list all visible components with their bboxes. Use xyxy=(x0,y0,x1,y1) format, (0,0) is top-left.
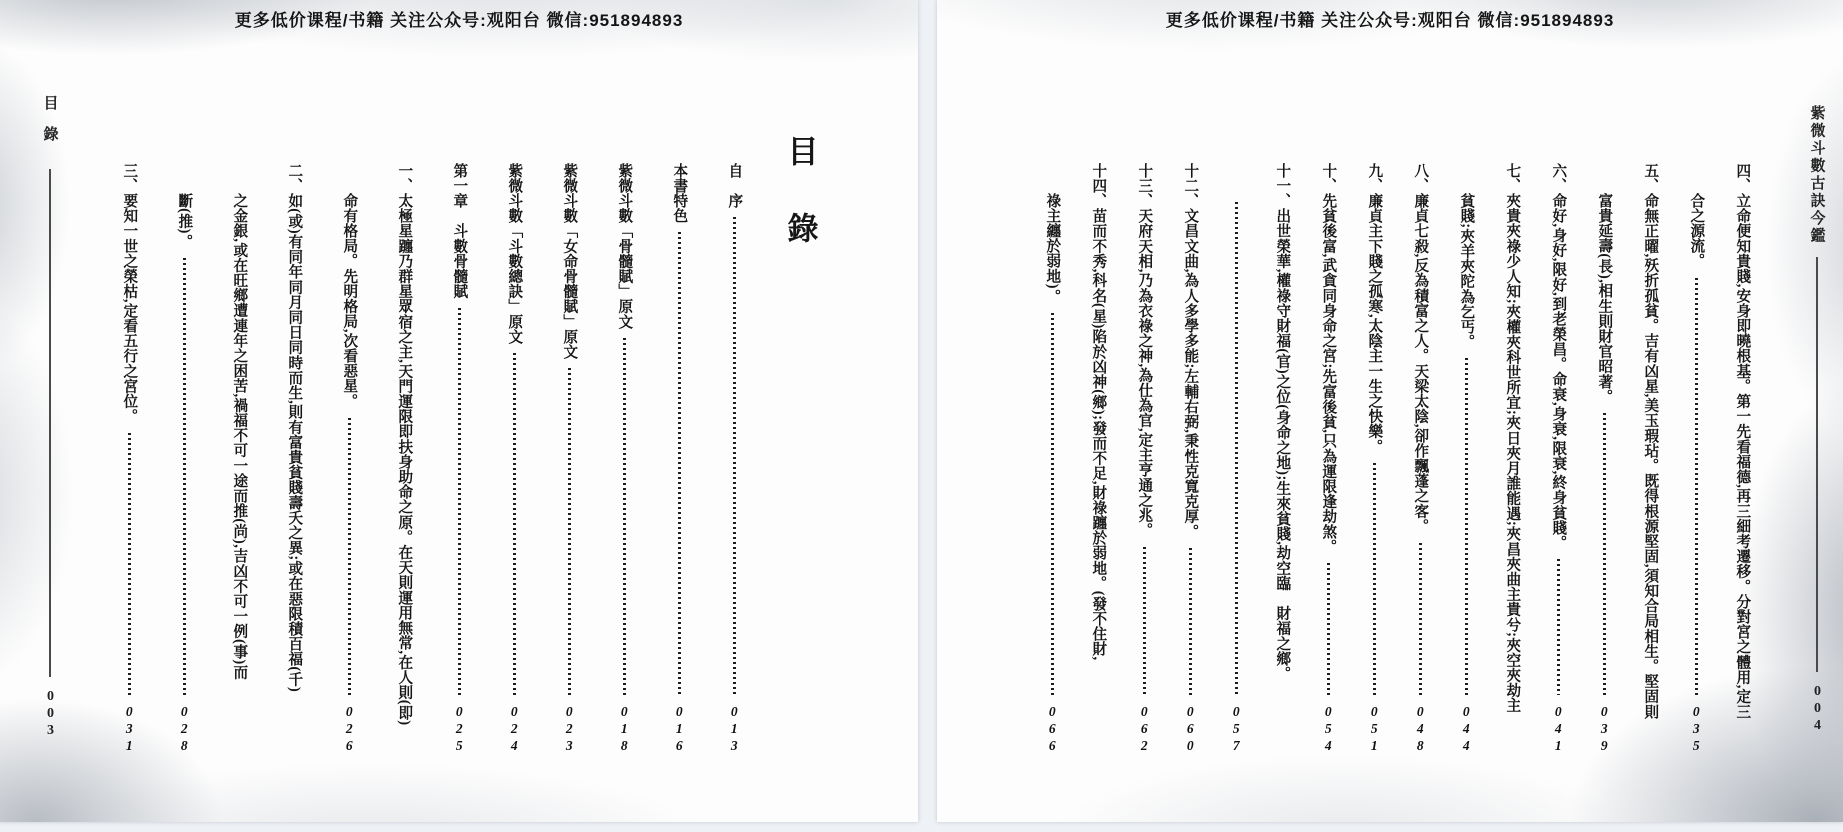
promo-header: 更多低价课程/书籍 关注公众号:观阳台 微信:951894893 xyxy=(1165,11,1615,30)
toc-column xyxy=(1363,163,1385,755)
dotted-leader xyxy=(1695,278,1698,696)
toc-text: 二、如(或)有同年同月同日同時而生,則有富貴貧賤壽夭之異;或在惡限積百福(千) xyxy=(286,163,303,693)
toc-column xyxy=(447,163,471,755)
toc-column xyxy=(1639,163,1661,755)
toc-page-number: 062 xyxy=(1136,704,1152,755)
toc-column xyxy=(1455,163,1477,755)
toc-text: 五、命無正曜,殀折孤貧。吉有凶星,美玉瑕玷。既得根源堅固,須知合局相生。堅固則 xyxy=(1642,163,1659,720)
toc-page-number: 031 xyxy=(121,704,137,755)
toc-page-number: 026 xyxy=(341,704,357,755)
toc-page-number: 018 xyxy=(616,704,632,755)
toc-text: 紫微斗數「女命骨髓賦」原文 xyxy=(561,163,578,360)
toc-text: 十一、出世榮華,權祿守財福(官)之位(身命之地);生來貧賤,劫空臨 財福之鄉。 xyxy=(1274,163,1291,682)
toc-text: 十四、苗而不秀,科名(星)陷於凶神(鄉);發而不足,財祿躔於弱地。(發不住財, xyxy=(1090,163,1107,661)
dotted-leader xyxy=(1235,202,1238,695)
toc-page-number: 048 xyxy=(1412,704,1428,755)
toc-page-number: 025 xyxy=(451,704,467,755)
toc-column xyxy=(1133,163,1155,755)
toc-column xyxy=(1593,163,1615,755)
toc-column xyxy=(337,163,361,755)
toc-page-number: 044 xyxy=(1458,704,1474,755)
dotted-leader xyxy=(1419,543,1422,695)
toc-page-number: 066 xyxy=(1044,704,1060,755)
toc-text: 八、廉貞七殺,反為積富之人。天梁太陰,卻作飄蓬之客。 xyxy=(1412,163,1429,534)
toc-page-number: 028 xyxy=(176,704,192,755)
toc-column xyxy=(722,163,746,755)
toc-column xyxy=(392,163,416,755)
toc-title xyxy=(777,135,823,727)
toc-column xyxy=(502,163,526,755)
dotted-leader xyxy=(348,418,351,695)
toc-page-number: 024 xyxy=(506,704,522,755)
toc-page-number: 016 xyxy=(671,704,687,755)
book-page-left xyxy=(0,0,918,822)
toc-column xyxy=(1317,163,1339,755)
toc-column xyxy=(117,163,141,755)
dotted-leader xyxy=(568,368,571,695)
toc-text: 九、廉貞主下賤之孤寒,太陰主一生之快樂。 xyxy=(1366,163,1383,455)
dotted-leader xyxy=(1373,463,1376,695)
toc-page-number: 060 xyxy=(1182,704,1198,755)
toc-text: 紫微斗數「骨髓賦」原文 xyxy=(616,163,633,330)
toc-text: 斷(推)。 xyxy=(176,193,193,250)
toc-text: 之金銀,或在旺鄉遭連年之困苦,禍福不可一途而推(尚),吉凶不可一例(事)而 xyxy=(231,193,248,680)
dotted-leader xyxy=(1557,559,1560,695)
dotted-leader xyxy=(128,433,131,695)
dotted-leader xyxy=(458,308,461,695)
toc-text: 紫微斗數「斗數總訣」原文 xyxy=(506,163,523,345)
toc-column xyxy=(1087,163,1109,755)
toc-column xyxy=(1409,163,1431,755)
toc-page-number: 041 xyxy=(1550,704,1566,755)
book-page-right xyxy=(937,0,1843,822)
toc-column xyxy=(1225,163,1247,755)
edge-marker-left xyxy=(38,95,62,740)
toc-column xyxy=(1041,163,1063,755)
toc-column xyxy=(667,163,691,755)
toc-text: 四、立命便知貴賤,安身即曉根基。第一先看福德,再三細考遷移。分對宮之體用,定三 xyxy=(1734,163,1751,720)
dotted-leader xyxy=(1143,547,1146,695)
toc-text: 富貴延壽(長),相生則財官昭著。 xyxy=(1596,193,1613,405)
toc-column xyxy=(1731,163,1753,755)
toc-page-number: 023 xyxy=(561,704,577,755)
dotted-leader xyxy=(623,338,626,695)
toc-column xyxy=(557,163,581,755)
toc-column xyxy=(282,163,306,755)
toc-page-number: 039 xyxy=(1596,704,1612,755)
toc-text: 祿主纏於弱地)。 xyxy=(1044,193,1061,305)
edge-page-number: 003 xyxy=(43,689,58,740)
toc-text: 十三、天府天相,乃為衣祿之神,為仕為官,定主亨通之兆。 xyxy=(1136,163,1153,538)
edge-chapter-label: 目錄 xyxy=(41,95,58,157)
toc-text: 第一章 斗數骨髓賦 xyxy=(451,163,468,299)
toc-text: 本書特色 xyxy=(671,163,688,224)
toc-column xyxy=(1271,163,1293,755)
edge-book-title: 紫微斗數古訣今鑑 xyxy=(1808,105,1825,245)
toc-page-number: 013 xyxy=(726,704,742,755)
edge-marker-right xyxy=(1805,105,1829,735)
dotted-leader xyxy=(1327,563,1330,695)
toc-text: 七、夾貴夾祿少人知;夾權夾科世所宜;夾日夾月誰能遇;夾昌夾曲主貴兮;夾空夾劫主 xyxy=(1504,163,1521,713)
toc-text: 十、先貧後富,武貪同身命之宮;先富後貧,只為運限逢劫煞。 xyxy=(1320,163,1337,555)
toc-page-number: 054 xyxy=(1320,704,1336,755)
toc-page-number: 035 xyxy=(1688,704,1704,755)
toc-page-number: 051 xyxy=(1366,704,1382,755)
toc-column xyxy=(1685,163,1707,755)
toc-text: 一、太極星躔乃群星眾宿之主,天門運限即扶身助命之原。在天則運用無常,在人則(即) xyxy=(396,163,413,726)
toc-columns-left xyxy=(117,135,823,755)
dotted-leader xyxy=(678,232,681,695)
toc-text: 貧賤;夾羊夾陀為乞丐。 xyxy=(1458,193,1475,350)
toc-text: 十二、文昌文曲,為人多學多能;左輔右弼,秉性克寬克厚。 xyxy=(1182,163,1199,540)
toc-column xyxy=(1547,163,1569,755)
toc-text: 六、命好,身好,限好,到老榮昌。命衰,身衰,限衰,終身貧賤。 xyxy=(1550,163,1567,551)
toc-text: 命有格局。先明格局,次看惡星。 xyxy=(341,193,358,409)
toc-columns-right xyxy=(1041,163,1753,755)
dotted-leader xyxy=(1189,548,1192,695)
dotted-leader xyxy=(183,258,186,695)
toc-column xyxy=(172,163,196,755)
toc-column xyxy=(227,163,251,755)
edge-page-number: 004 xyxy=(1810,684,1825,735)
dotted-leader xyxy=(1051,313,1054,695)
promo-header: 更多低价课程/书籍 关注公众号:观阳台 微信:951894893 xyxy=(234,11,684,30)
toc-column xyxy=(612,163,636,755)
dotted-leader xyxy=(1603,413,1606,695)
dotted-leader xyxy=(733,217,736,695)
toc-column xyxy=(1179,163,1201,755)
toc-column xyxy=(1501,163,1523,755)
toc-page-number: 057 xyxy=(1228,704,1244,755)
toc-text: 目錄 xyxy=(782,135,818,289)
edge-rule xyxy=(1816,257,1817,672)
dotted-leader xyxy=(1465,358,1468,695)
edge-rule xyxy=(49,169,50,677)
toc-text: 三、要知一世之榮枯,定看五行之宮位。 xyxy=(121,163,138,424)
toc-text: 自 序 xyxy=(726,163,743,209)
toc-text: 合之源流。 xyxy=(1688,193,1705,269)
dotted-leader xyxy=(513,353,516,695)
